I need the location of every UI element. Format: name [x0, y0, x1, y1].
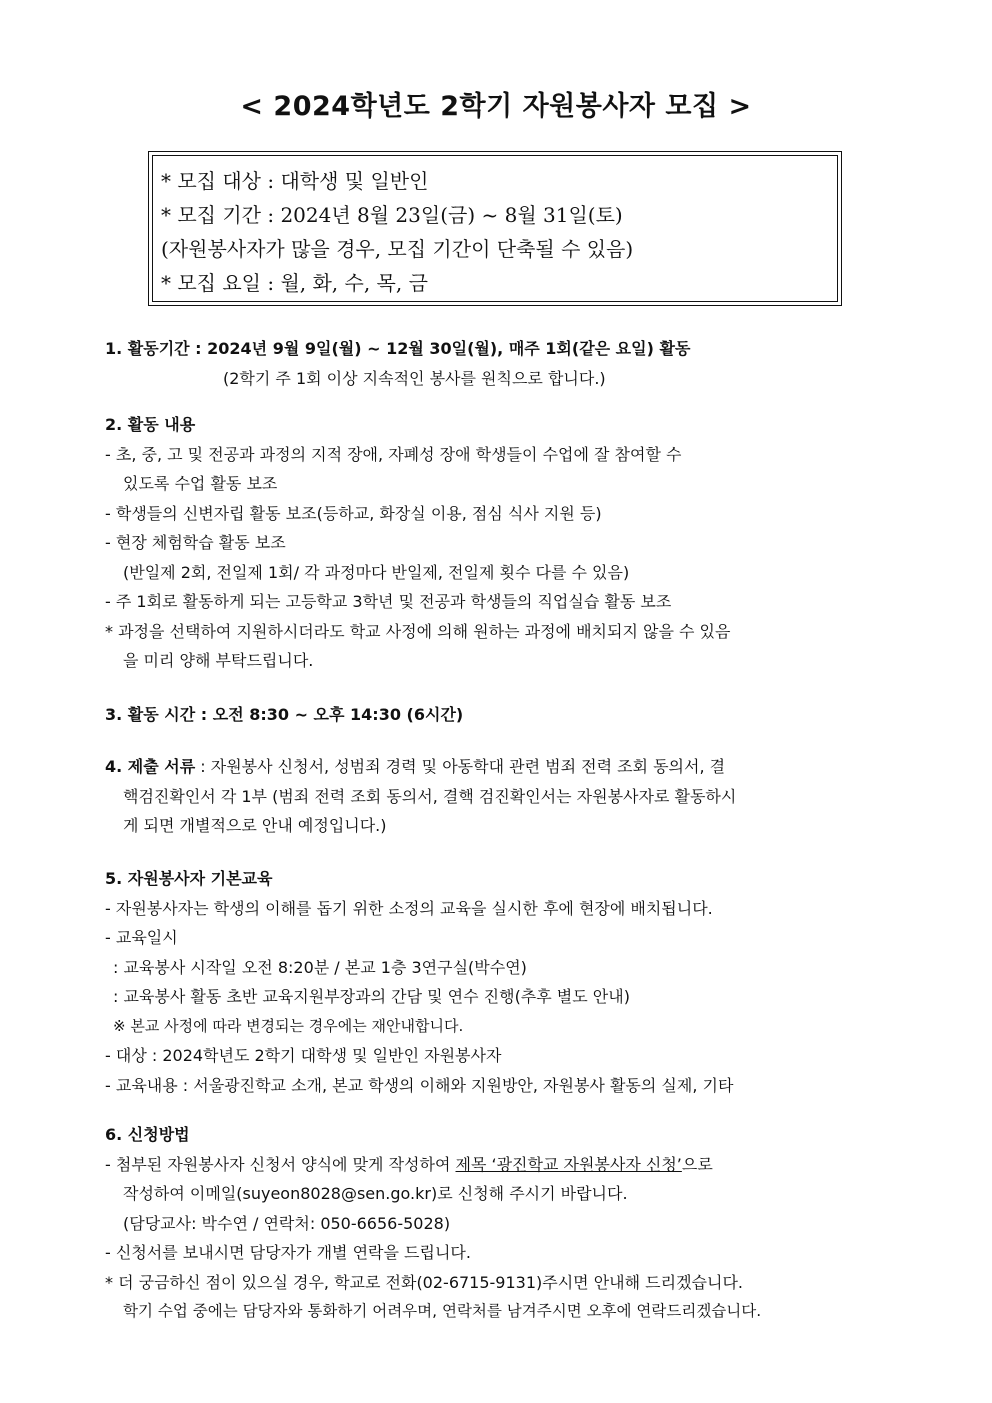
section4-label: 4. 제출 서류	[105, 757, 196, 776]
section5-item: : 교육봉사 시작일 오전 8:20분 / 본교 1층 3연구실(박수연)	[113, 957, 527, 977]
section6-text: 으로	[681, 1154, 713, 1174]
section2-item: * 과정을 선택하여 지원하시더라도 학교 사정에 의해 원하는 과정에 배치되지 않을 수 있음	[105, 621, 731, 641]
email-subject-note: 제목 ‘광진학교 자원봉사자 신청’	[455, 1154, 682, 1174]
recruit-period: * 모집 기간 : 2024년 8월 23일(금) ~ 8월 31일(토)	[161, 203, 623, 227]
recruit-days: * 모집 요일 : 월, 화, 수, 목, 금	[161, 271, 428, 295]
recruit-target: * 모집 대상 : 대학생 및 일반인	[161, 169, 429, 193]
recruit-info-box	[148, 151, 842, 306]
section5-item: - 자원봉사자는 학생의 이해를 돕기 위한 소정의 교육을 실시한 후에 현장에 배치됩니다.	[105, 898, 713, 918]
section-activity-time	[105, 700, 887, 730]
section6-line: 학기 수업 중에는 담당자와 통화하기 어려우며, 연락처를 남겨주시면 오후에 연락드리겠습니다.	[123, 1302, 762, 1320]
section3-line	[105, 700, 887, 730]
section-documents	[105, 752, 887, 841]
recruit-period-note: (자원봉사자가 많을 경우, 모집 기간이 단축될 수 있음)	[161, 237, 634, 261]
section6-contact-line: (담당교사: 박수연 / 연락처: 050-6656-5028)	[123, 1213, 451, 1233]
section3-value: : 오전 8:30 ~ 오후 14:30 (6시간)	[200, 705, 464, 724]
section6-email-line: 작성하여 이메일(suyeon8028@sen.go.kr)로 신청해 주시기 바랍니다.	[123, 1184, 628, 1203]
section2-item: - 주 1회로 활동하게 되는 고등학교 3학년 및 전공과 학생들의 직업실습 활동 보조	[105, 592, 672, 611]
section6-line	[105, 1150, 887, 1180]
section4-text: : 자원봉사 신청서, 성범죄 경력 및 아동학대 관련 범죄 전력 조회 동의서, 결	[200, 757, 726, 776]
section6-line: - 신청서를 보내시면 담당자가 개별 연락을 드립니다.	[105, 1243, 471, 1262]
recruit-info-box-inner	[152, 155, 838, 302]
section-basic-education	[105, 864, 887, 1100]
section1-heading: 1. 활동기간 : 2024년 9월 9일(월) ~ 12월 30일(월), 매주 1회(같은 요일) 활동	[105, 339, 691, 358]
section4-line: 게 되면 개별적으로 안내 예정입니다.)	[123, 816, 387, 835]
section1-note: (2학기 주 1회 이상 지속적인 봉사를 원칙으로 합니다.)	[223, 368, 606, 388]
section2-item: - 초, 중, 고 및 전공과 과정의 지적 장애, 자폐성 장애 학생들이 수업에 잘 참여할 수	[105, 444, 682, 464]
section6-heading: 6. 신청방법	[105, 1125, 190, 1144]
section2-item: - 현장 체험학습 활동 보조	[105, 533, 286, 552]
section3-label: 3. 활동 시간	[105, 705, 196, 724]
section-application-method	[105, 1120, 887, 1327]
section2-heading: 2. 활동 내용	[105, 415, 196, 434]
section-activity-period	[105, 334, 887, 393]
section5-item: : 교육봉사 활동 초반 교육지원부장과의 간담 및 연수 진행(추후 별도 안내)	[113, 987, 630, 1006]
section5-item: - 교육내용 : 서울광진학교 소개, 본교 학생의 이해와 지원방안, 자원봉사 활동의 실제, 기타	[105, 1075, 734, 1095]
section6-text: - 첨부된 자원봉사자 신청서 양식에 맞게 작성하여	[105, 1154, 456, 1174]
section4-line: 핵검진확인서 각 1부 (범죄 전력 조회 동의서, 결핵 검진확인서는 자원봉사자로 활동하시	[123, 786, 737, 806]
section5-item: ※ 본교 사정에 따라 변경되는 경우에는 재안내합니다.	[113, 1016, 464, 1035]
section-activity-content	[105, 410, 887, 676]
section2-item: 을 미리 양해 부탁드립니다.	[123, 651, 314, 670]
page-title: < 2024학년도 2학기 자원봉사자 모집 >	[240, 91, 752, 122]
section2-item: (반일제 2회, 전일제 1회/ 각 과정마다 반일제, 전일제 횟수 다를 수 있음)	[123, 562, 630, 582]
section2-item: 있도록 수업 활동 보조	[123, 474, 278, 493]
section5-heading: 5. 자원봉사자 기본교육	[105, 869, 273, 888]
section6-phone-line: * 더 궁금하신 점이 있으실 경우, 학교로 전화(02-6715-9131)주시면 안내해 드리겠습니다.	[105, 1272, 743, 1292]
section5-item: - 교육일시	[105, 928, 178, 947]
section4-line	[105, 752, 887, 782]
section5-item: - 대상 : 2024학년도 2학기 대학생 및 일반인 자원봉사자	[105, 1046, 502, 1065]
section2-item: - 학생들의 신변자립 활동 보조(등하교, 화장실 이용, 점심 식사 지원 등)	[105, 503, 602, 523]
